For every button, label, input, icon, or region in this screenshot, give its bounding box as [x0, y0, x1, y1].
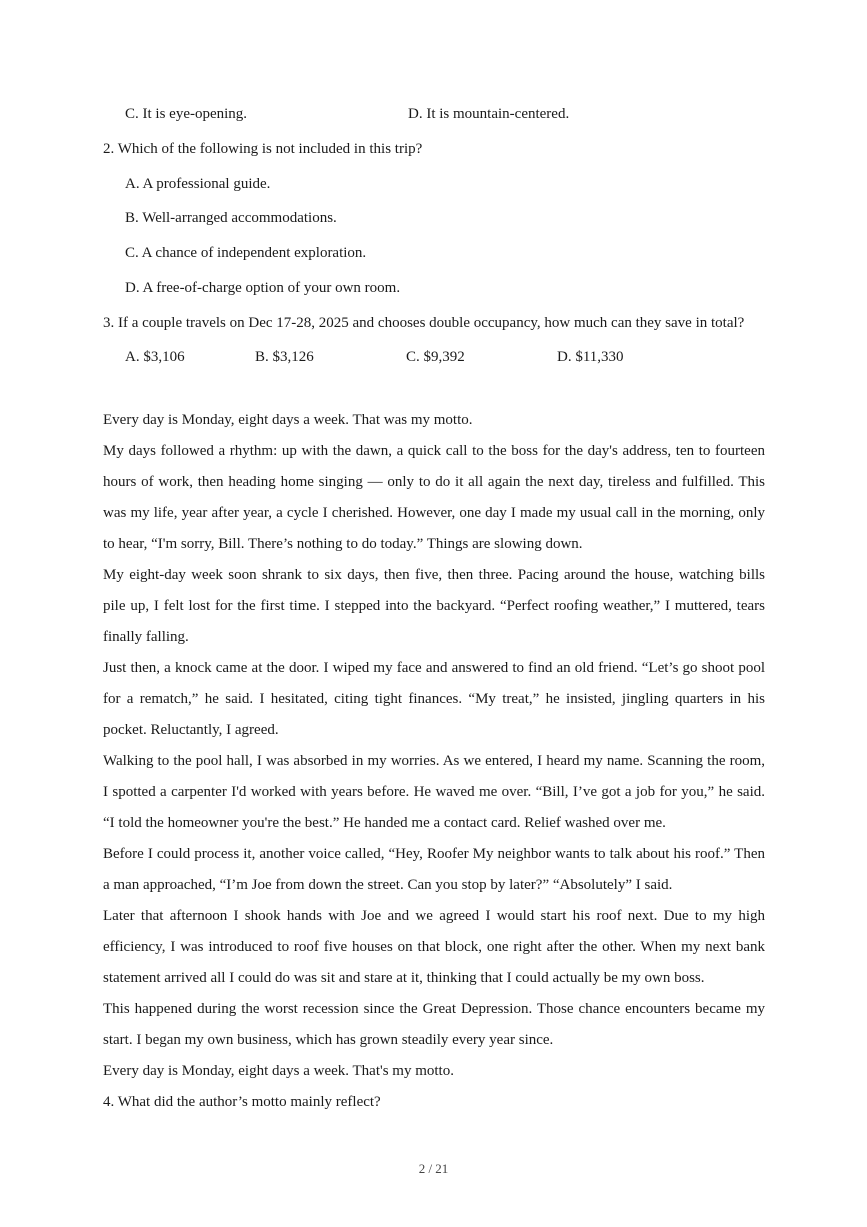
passage-line: pile up, I felt lost for the first time. I stepped into the backyard. “Perfect roofing weather,” I muttered, tears — [103, 598, 765, 614]
q2-option-b: B. Well-arranged accommodations. — [125, 210, 337, 226]
passage-line: pocket. Reluctantly, I agreed. — [103, 722, 279, 738]
q4-stem: 4. What did the author’s motto mainly reflect? — [103, 1094, 381, 1110]
passage-line: My days followed a rhythm: up with the dawn, a quick call to the boss for the day's address, ten to fourteen — [103, 443, 765, 459]
passage-line: start. I began my own business, which has grown steadily every year since. — [103, 1032, 554, 1048]
q2-option-a: A. A professional guide. — [125, 176, 271, 192]
passage-line: to hear, “I'm sorry, Bill. There’s nothing to do today.” Things are slowing down. — [103, 536, 583, 552]
passage-line: I spotted a carpenter I'd worked with years before. He waved me over. “Bill, I’ve got a job for you,” he said. — [103, 784, 765, 800]
passage-line: efficiency, I was introduced to roof five houses on that block, one right after the other. When my next bank — [103, 939, 765, 955]
page-number: 2 / 21 — [418, 1161, 449, 1176]
passage-line: Later that afternoon I shook hands with Joe and we agreed I would start his roof next. Due to my high — [103, 908, 765, 924]
q3-option-d: D. $11,330 — [557, 349, 624, 365]
passage-line: Every day is Monday, eight days a week. That's my motto. — [103, 1063, 454, 1079]
passage-line: hours of work, then heading home singing — only to do it all again the next day, tireless and fulfilled. This — [103, 474, 765, 490]
passage-line: My eight-day week soon shrank to six days, then five, then three. Pacing around the house, watching bills — [103, 567, 765, 583]
passage-line: a man approached, “I’m Joe from down the street. Can you stop by later?” “Absolutely” I said. — [103, 877, 673, 893]
passage-line: This happened during the worst recession since the Great Depression. Those chance encounters became my — [103, 1001, 765, 1017]
passage-line: Just then, a knock came at the door. I wiped my face and answered to find an old friend. “Let’s go shoot pool — [103, 660, 765, 676]
q2-stem: 2. Which of the following is not included in this trip? — [103, 141, 423, 157]
q3-option-b: B. $3,126 — [255, 349, 314, 365]
q3-stem: 3. If a couple travels on Dec 17-28, 2025 and chooses double occupancy, how much can they save in total? — [103, 315, 745, 331]
q1-option-d: D. It is mountain-centered. — [408, 106, 570, 122]
passage-line: finally falling. — [103, 629, 189, 645]
passage-line: statement arrived all I could do was sit and stare at it, thinking that I could actually be my own boss. — [103, 970, 705, 986]
q2-option-d: D. A free-of-charge option of your own room. — [125, 280, 401, 296]
passage-line: for a rematch,” he said. I hesitated, citing tight finances. “My treat,” he insisted, jingling quarters in his — [103, 691, 765, 707]
q1-option-c: C. It is eye-opening. — [125, 106, 248, 122]
q2-option-c: C. A chance of independent exploration. — [125, 245, 367, 261]
passage-line: Every day is Monday, eight days a week. That was my motto. — [103, 412, 473, 428]
passage-line: Before I could process it, another voice called, “Hey, Roofer My neighbor wants to talk about his roof.” Then — [103, 846, 765, 862]
passage-line: was my life, year after year, a cycle I cherished. However, one day I made my usual call in the morning, only — [103, 505, 765, 521]
passage-line: “I told the homeowner you're the best.” He handed me a contact card. Relief washed over me. — [103, 815, 666, 831]
passage-line: Walking to the pool hall, I was absorbed in my worries. As we entered, I heard my name. Scanning the room, — [103, 753, 765, 769]
q3-option-a: A. $3,106 — [125, 349, 185, 365]
reading-passage — [103, 411, 765, 1081]
q3-option-c: C. $9,392 — [406, 349, 465, 365]
